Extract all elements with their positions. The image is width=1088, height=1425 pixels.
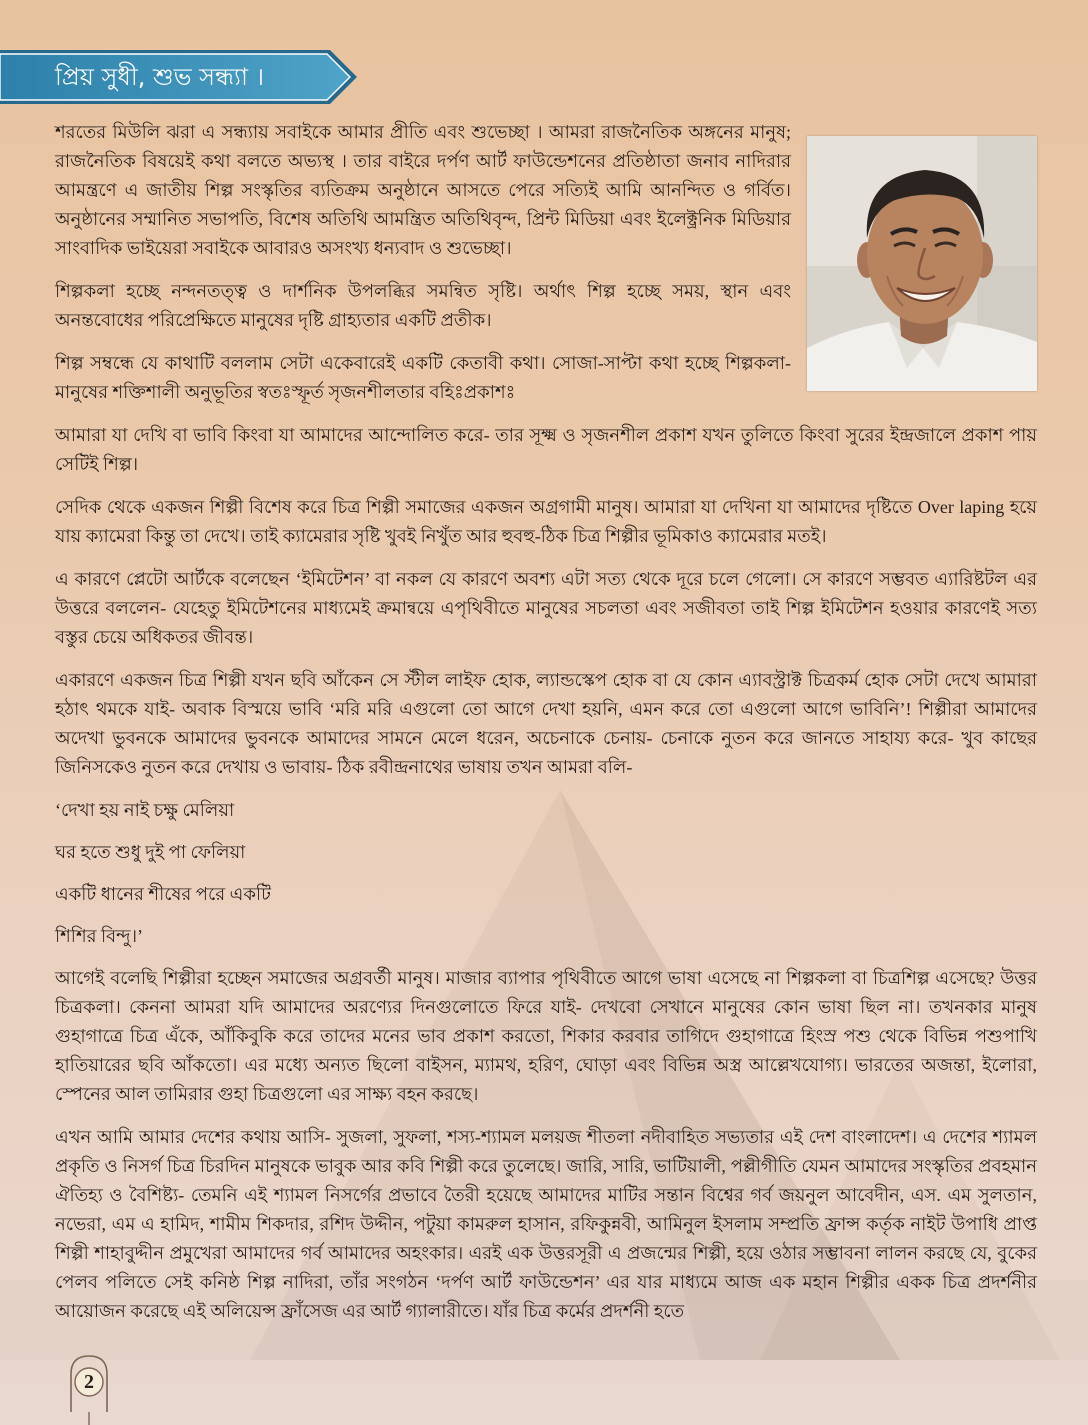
poem-quote [55, 796, 1037, 951]
poem-line: ঘর হতে শুধু দুই পা ফেলিয়া [55, 842, 246, 862]
paragraph-bangladesh-artists: এখন আমি আমার দেশের কথায় আসি- সুজলা, সুফলা, শস্য-শ্যামল মলয়জ শীতলা নদীবাহিত সভ্যতার এই দেশ বাংলাদেশ। এ দেশের শ্যামল প্রকৃতি ও নিসর্গ চিত্র চিরদিন মানুষকে ভাবুক আর কবি শিল্পী করে তুলেছে। জারি, সারি, ভাটিয়ালী, পল্লীগীতি যেমন আমাদের সংস্কৃতির প্রবহমান ঐতিহ্য ও বৈশিষ্ট্য- তেমনি এই শ্যামল নিসর্গের প্রভাবে তৈরী হয়েছে আমাদের মাটির সন্তান বিশ্বের গর্ব জয়নুল আবেদীন, এস. এম সুলতান, নভেরা, এম এ হামিদ, শামীম শিকদার, রশিদ উদ্দীন, পটুয়া কামরুল হাসান, রফিকুন্নবী, আমিনুল ইসলাম সম্প্রতি ফ্রান্স কর্তৃক নাইট উপাধি প্রাপ্ত শিল্পী শাহাবুদ্দীন প্রমুখেরা আমাদের গর্ব আমাদের অহংকার। এরই এক উত্তরসূরী এ প্রজন্মের শিল্পী, হয়ে ওঠার সম্ভাবনা লালন করছে যে, বুকের পেলব পলিতে সেই কনিষ্ঠ শিল্প নাদিরা, তাঁর সংগঠন ‘দর্পণ আর্ট ফাউন্ডেশন’ এর যার মাধ্যমে আজ এক মহান শিল্পীর একক চিত্র প্রদর্শনীর আয়োজন করেছে এই অলিয়েন্স ফ্রাঁসেজ এর আর্ট গ্যালারীতে। যাঁর চিত্র কর্মের প্রদর্শনী হতে [55, 1127, 1037, 1321]
paragraph-art-definition: শিল্পকলা হচ্ছে নন্দনতত্ত্ব ও দার্শনিক উপলব্ধির সমন্বিত সৃষ্টি। অর্থাৎ শিল্প হচ্ছে সময়, স্থান এবং অনন্তবোধের পরিপ্রেক্ষিতে মানুষের দৃষ্টি গ্রাহ্যতার একটি প্রতীক। [55, 281, 791, 330]
poem-line: শিশির বিন্দু।’ [55, 926, 144, 946]
portrait-photo [807, 136, 1037, 391]
page-number-tab [66, 1352, 112, 1425]
article-body [55, 118, 1037, 1326]
paragraph-cave-art: আগেই বলেছি শিল্পীরা হচ্ছেন সমাজের অগ্রবর্তী মানুষ। মাজার ব্যাপার পৃথিবীতে আগে ভাষা এসেছে না শিল্পকলা বা চিত্রশিল্প এসেছে? উত্তর চিত্রকলা। কেননা আমরা যদি আমাদের অরণ্যের দিনগুলোতে ফিরে যাই- দেখবো সেখানে মানুষের কোন ভাষা ছিল না। তখনকার মানুষ গুহাগাত্রে চিত্র এঁকে, আঁকিবুকি করে তাদের মনের ভাব প্রকাশ করতো, শিকার করবার তাগিদে গুহাগাত্রে হিংস্র পশু থেকে বিভিন্ন পশুপাখি হাতিয়ারের ছবি আঁকতো। এর মধ্যে অন্যত ছিলো বাইসন, ম্যামথ, হরিণ, ঘোড়া এবং বিভিন্ন অস্ত্র আল্লেখযোগ্য। ভারতের অজন্তা, ইলোরা, স্পেনের আল তামিরার গুহা চিত্রগুলো এর সাক্ষ্য বহন করছে। [55, 968, 1037, 1104]
paragraph-art-meaning: আমারা যা দেখি বা ভাবি কিংবা যা আমাদের আন্দোলিত করে- তার সূক্ষ্ম ও সৃজনশীল প্রকাশ যখন তুলিতে কিংবা সুরের ইন্দ্রজালে প্রকাশ পায় সেটিই শিল্প। [55, 425, 1037, 474]
paragraph-camera: সেদিক থেকে একজন শিল্পী বিশেষ করে চিত্র শিল্পী সমাজের একজন অগ্রগামী মানুষ। আমারা যা দেখিনা যা আমাদের দৃষ্টিতে Over laping হয়ে যায় ক্যামেরা কিন্তু তা দেখে। তাই ক্যামেরার সৃষ্টি খুবই নিখুঁত আর হুবহু-ঠিক চিত্র শিল্পীর ভূমিকাও ক্যামেরার মতই। [55, 497, 1037, 546]
paragraph-art-expression: শিল্প সম্বন্ধে যে কাথাটি বললাম সেটা একেবারেই একটি কেতাবী কথা। সোজা-সাপ্টা কথা হচ্ছে শিল্পকলা-মানুষের শক্তিশালী অনুভূতির স্বতঃস্ফূর্ত সৃজনশীলতার বহিঃপ্রকাশঃ [55, 353, 791, 402]
paragraph-imitation: এ কারণে প্লেটো আর্টকে বলেছেন ‘ইমিটেশন’ বা নকল যে কারণে অবশ্য এটা সত্য থেকে দূরে চলে গেলো। সে কারণে সম্ভবত এ্যারিষ্টটল এর উত্তরে বললেন- যেহেতু ইমিটেশনের মাধ্যমেই ক্রমান্বয়ে এপৃথিবীতে মানুষের সচলতা এবং সজীবতা তাই শিল্প ইমিটেশন হওয়ার কারণেই সত্য বস্তুর চেয়ে অধিকতর জীবন্ত। [55, 569, 1037, 647]
paragraph-painter: একারণে একজন চিত্র শিল্পী যখন ছবি আঁকেন সে স্টীল লাইফ হোক, ল্যান্ডস্কেপ হোক বা যে কোন এ্যাবস্ট্রাক্ট চিত্রকর্ম হোক সেটা দেখে আমারা হঠাৎ থমকে যাই- অবাক বিস্ময়ে ভাবি ‘মরি মরি এগুলো তো আগে দেখা হয়নি, এমন করে তো এগুলো আগে ভাবিনি’! শিল্পীরা আমাদের অদেখা ভুবনকে আমাদের ভুবনকে আমাদের সামনে মেলে ধরেন, অচেনাকে চেনায়- চেনাকে নুতন করে জানতে সাহায্য করে- খুব কাছের জিনিসকেও নুতন করে দেখায় ও ভাবায়- ঠিক রবীন্দ্রনাথের ভাষায় তখন আমরা বলি- [55, 670, 1037, 777]
greeting-heading: প্রিয় সুধী, শুভ সন্ধ্যা । [55, 63, 265, 91]
poem-line: একটি ধানের শীষের পরে একটি [55, 884, 271, 904]
poem-line: ‘দেখা হয় নাই চক্ষু মেলিয়া [55, 800, 235, 820]
paragraph-greeting: শরতের মিউলি ঝরা এ সন্ধ্যায় সবাইকে আমার প্রীতি এবং শুভেচ্ছা । আমরা রাজনৈতিক অঙ্গনের মানুষ; রাজনৈতিক বিষয়েই কথা বলতে অভ্যস্থ । তার বাইরে দর্পণ আর্ট ফাউন্ডেশনের প্রতিষ্ঠাতা জনাব নাদিরার আমন্ত্রণে এ জাতীয় শিল্প সংস্কৃতির ব্যতিক্রম অনুষ্ঠানে আসতে পেরে সত্যিই আমি আনন্দিত ও গর্বিত। অনুষ্ঠানের সম্মানিত সভাপতি, বিশেষ অতিথি আমন্ত্রিত অতিথিবৃন্দ, প্রিন্ট মিডিয়া এবং ইলেক্ট্রনিক মিডিয়ার সাংবাদিক ভাইয়েরা সবাইকে আবারও অসংখ্য ধন্যবাদ ও শুভেচ্ছা। [55, 122, 791, 258]
page-number: 2 [84, 1371, 94, 1393]
greeting-banner [0, 48, 360, 106]
